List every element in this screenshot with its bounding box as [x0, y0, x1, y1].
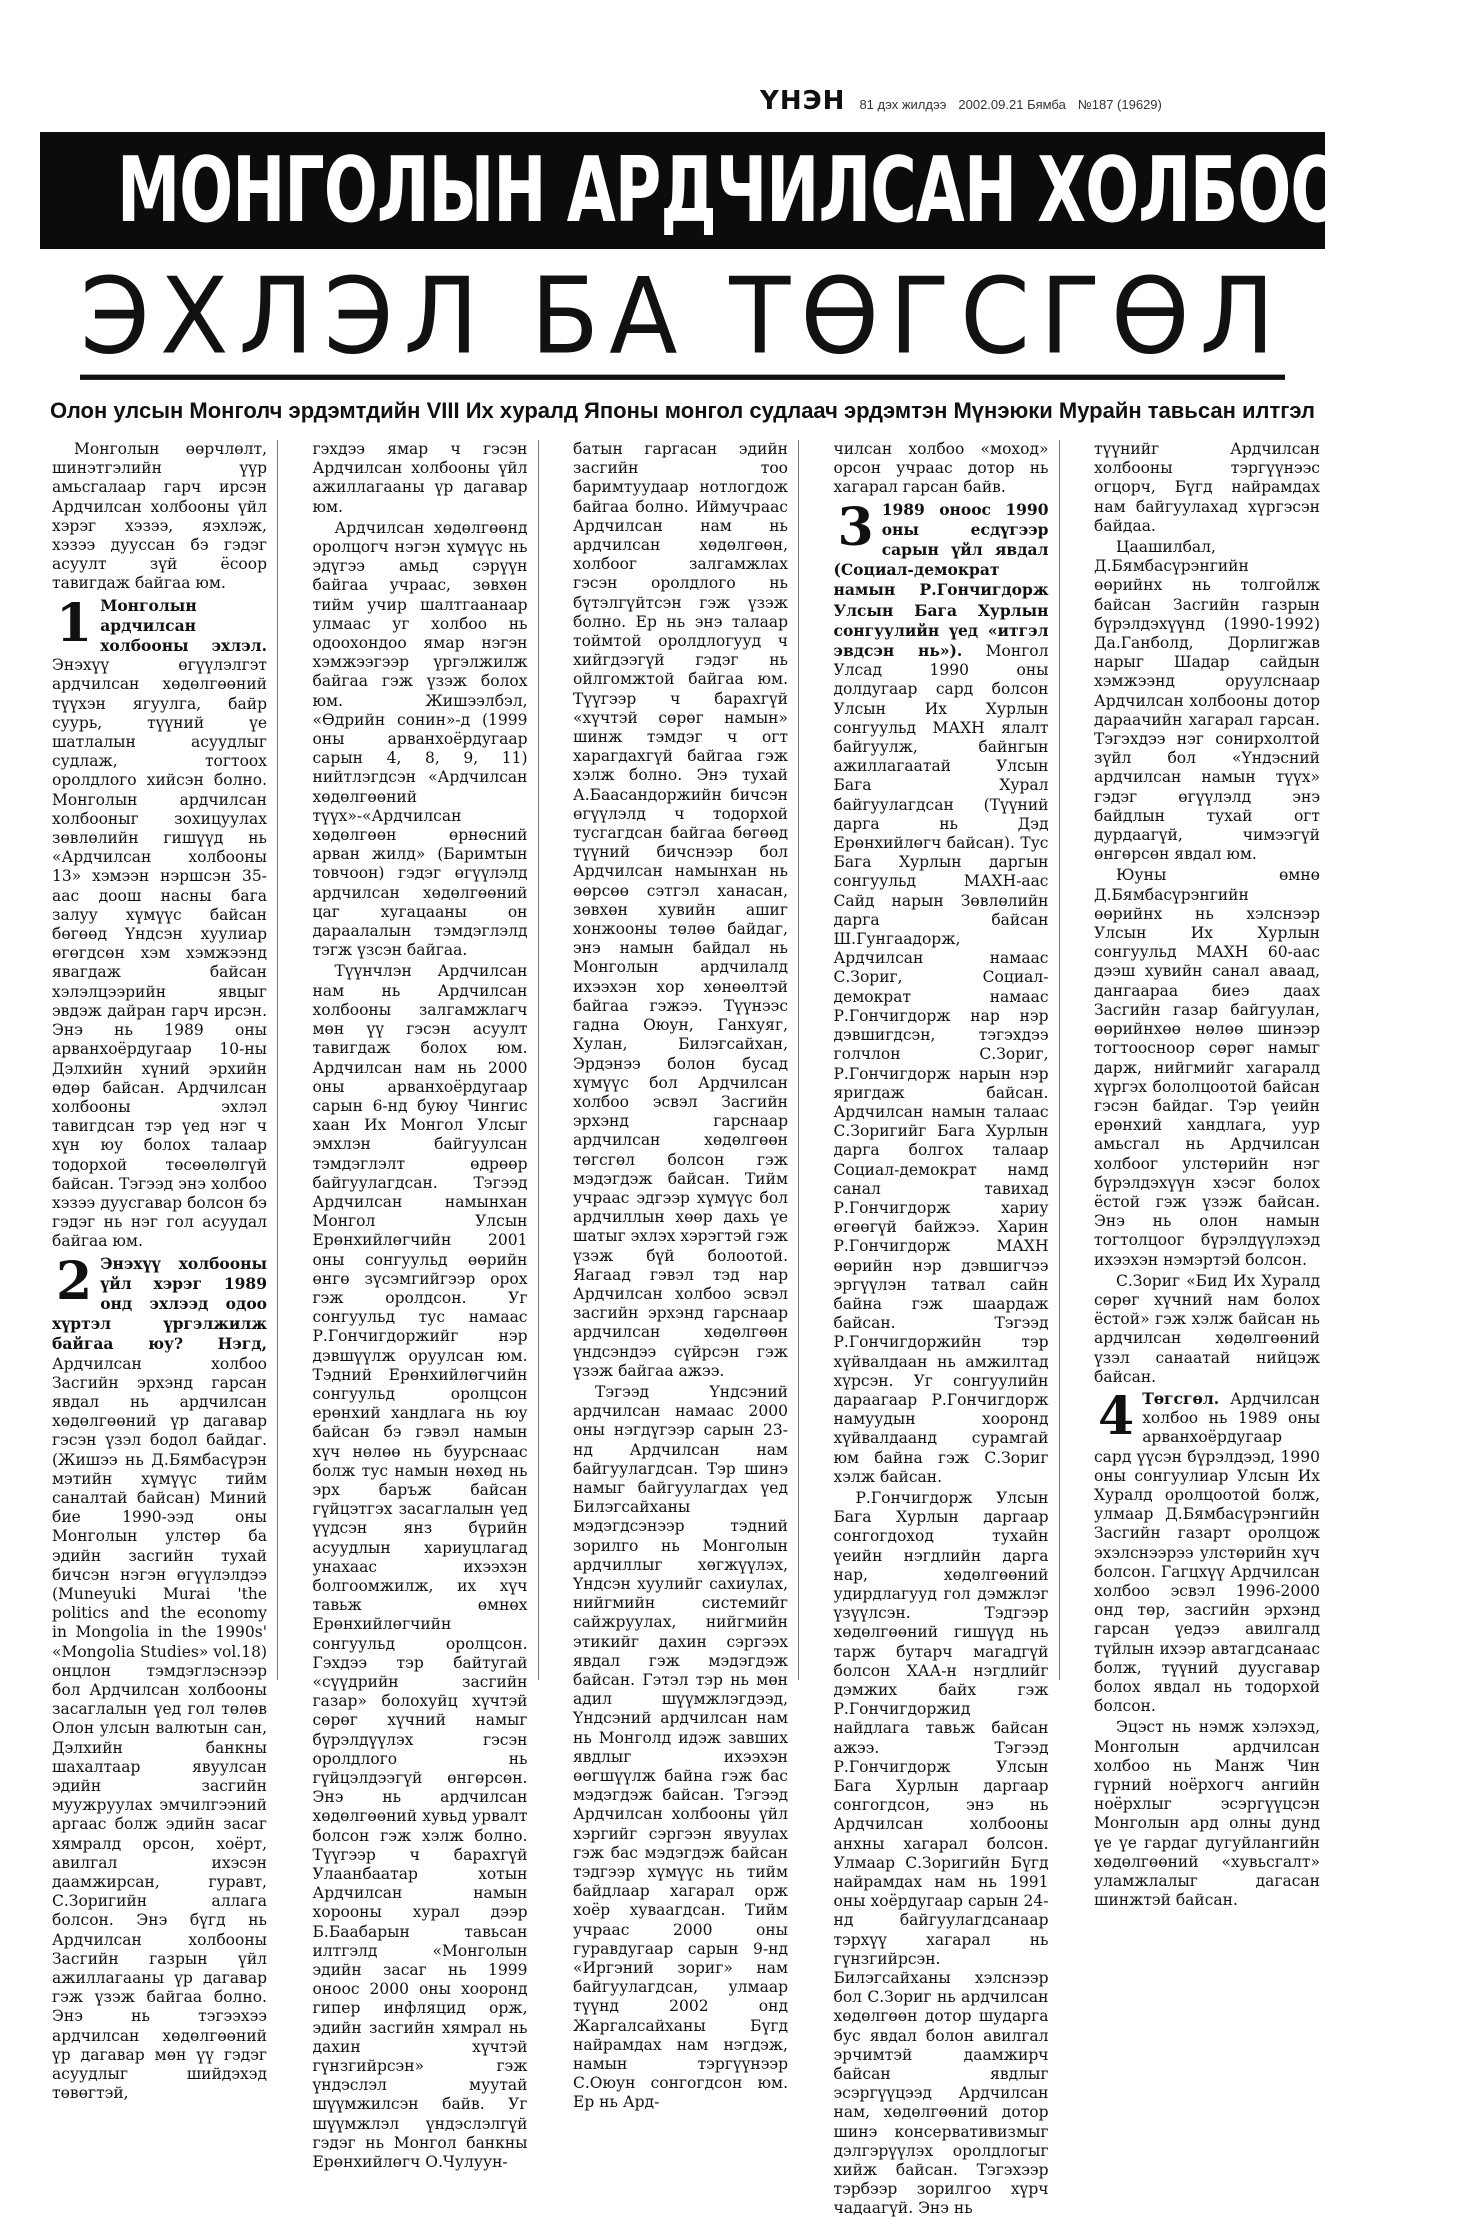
headline-subhead: ЭХЛЭЛ БА ТӨГСГӨЛ [80, 259, 1285, 380]
headline-kicker: Олон улсын Монголч эрдэмтдийн VIII Их хуралд Японы монгол судлаач эрдэмтэн Мүнэюки Мурайн тавьсан илтгэл [50, 398, 1315, 423]
section-1-text: Энэхүү өгүүлэлгэт ардчилсан хөдөлгөөний түүхэн ягуулга, байр суурь, түүний үе шатлалын асуудлыг судлаж, тогтоох оролдлого хийсэн болно. Монголын ардчилсан холбооныг зохицуулах зөвлөлийн гишүүд нь «Ардчилсан холбооны 13» хэмээн нэршсэн 35-аас доош насны бага залуу хүмүүс байсан бөгөөд Үндсэн хуулиар өгөгдсөн хэм хэмжээнд явагдаж байсан хэлэлцээрийн явцыг эвдэж дайран гарч ирсэн. Энэ нь 1989 оны арванхоёрдугаар 10-ны Дэлхийн хүний эрхийн өдөр байсан. Ардчилсан холбооны эхлэл тавигдсан тэр үед нэг ч хүн юу болох талаар тодорхой төсөөлөлгүй байсан. Тэгээд энэ холбоо хэзээ дуусгавар болсон бэ гэдэг нь нэг гол асуудал байгаа юм. [52, 656, 267, 1251]
article-column-3 [573, 440, 799, 2112]
paragraph: Юуны өмнө Д.Бямбасүрэнгийн өөрийнх нь хэлснээр Улсын Их Хурлын сонгуульд МАХН 60-аас дээш хувийн санал аваад, дангаараа биеэ даах Засгийн газар байгуулан, өөрийнхөө нөлөө шинээр тогтоосноор сөрөг намыг дарж, нийгмийг хагаралд хүргэх бололцоотой байсан гэсэн байдаг. Тэр үеийн ерөнхий хандлага, уур амьсгал нь Ардчилсан холбоог улстөрийн нэг бүрэлдэхүүн хэсэг болох ёстой гэж үзэж байсан. Энэ нь олон намын тогтолцоог бүрэлдүүлэхэд ихээхэн нэмэртэй болсон. [1094, 866, 1320, 1269]
section-1-number: 1 [56, 592, 93, 654]
article-column-1 [52, 440, 278, 2103]
publication-year: 81 дэх жилдээ [859, 97, 947, 112]
issue-date: 2002.09.21 Бямба [958, 97, 1066, 112]
article-columns [52, 440, 1320, 2218]
headline-subhead-wrap [40, 254, 1325, 378]
section-2-title: Энэхүү холбооны үйл хэрэг 1989 онд эхлээд одоо хүртэл үргэлжилж байгаа юу? Нэгд, [52, 1253, 267, 1354]
article-column-2 [312, 440, 539, 2172]
paragraph: гэхдээ ямар ч гэсэн Ардчилсан холбооны үйл ажиллагааны үр дагавар юм. [312, 440, 528, 516]
paragraph: Р.Гончигдорж Улсын Бага Хурлын даргаар сонгогдоход тухайн үеийн нэгдлийн дарга нар, хөдөлгөөний удирдлагууд гол дэмжлэг үзүүлсэн. Тэдгээр хөдөлгөөний гишүүд нь тарж бутарч магадгүй болсон ХАА-н нэгдлийг дэмжих байх гэж Р.Гончигдоржид найдлага тавьж байсан ажээ. Тэгээд Р.Гончигдорж Улсын Бага Хурлын даргаар сонгогдсон, энэ нь Ардчилсан холбооны анхны хагарал болсон. Улмаар С.Зоригийн Бүгд найрамдах нам нь 1991 оны хоёрдугаар сарын 24-нд байгуулагдсанаар тэрхүү хагарал нь гүнзгийрсэн. Билэгсайханы хэлснээр бол С.Зориг нь ардчилсан хөдөлгөөн дотор шударга бус явдал болон авилгал эрчимтэй даамжирч байсан явдлыг эсэргүүцээд Ардчилсан нам, хөдөлгөөний дотор шинэ консервативизмыг дэлгэрүүлэх оролдлогыг хийж байсан. Тэгэхээр тэрбээр зорилгоо хүрч чадаагүй. Энэ нь [833, 1488, 1049, 2218]
section-3-title: 1989 оноос 1990 оны есдүгээр сарын үйл явдал (Социал-демократ намын Р.Гончигдорж Улсын Бага Хурлын сонгуулийн үед «итгэл эвдсэн нь»). [833, 499, 1049, 661]
issue-info [859, 97, 1161, 112]
section-4-number: 4 [1098, 1385, 1135, 1447]
masthead [760, 86, 1162, 116]
paragraph: Тэгээд Үндсэний ардчилсан намаас 2000 оны нэгдүгээр сарын 23-нд Ардчилсан нам байгуулагдсан. Тэр шинэ намыг байгуулагдах үед Билэгсайханы мэдэгдсэнээр тэдний зорилго нь Монголын ардчиллыг хөгжүүлэх, Үндсэн хуулийг сахиулах, нийгмийн системийг сайжруулах, нийгмийн этикийг дахин сэргээх явдал гэж мэдэгдэж байсан. Гэтэл тэр нь мөн адил шүүмжлэгдээд, Үндсэний ардчилсан нам нь Монголд идэж завших явдлыг ихээхэн өөгшүүлж байна гэж бас мэдэгдэж байсан. Тэгээд Ардчилсан холбооны үйл хэргийг сэргээн явуулах гэж бас мэдэгдэж байсан тэдгээр хүмүүс нь тийм байдлаар хагарал орж хоёр хуваагдсан. Тийм учраас 2000 оны гуравдугаар сарын 9-нд «Иргэний зориг» нам байгуулагдсан, улмаар түүнд 2002 онд Жаргалсайханы Бүгд найрамдах нам нэгдэж, намын тэргүүнээр С.Оюун сонгогдсон юм. Ер нь Ард- [573, 1382, 788, 2112]
section-2-number: 2 [56, 1250, 93, 1312]
paragraph: Цаашилбал, Д.Бямбасүрэнгийн өөрийнх нь толгойлж байсан Засгийн газрын бүрэлдэхүүнд (1990-1992) Да.Ганболд, Дорлигжав нарыг Шадар сайдын хэмжээнд оруулснаар Ардчилсан холбооны дотор дараачийн хагарал гарсан. Тэгэхдээ нэг сонирхолтой зүйл бол «Үндэсний ардчилсан намын түүх» гэдэг өгүүлэлд энэ байдлын тухай огт дурдаагүй, чимээгүй өнгөрсөн явдал юм. [1094, 538, 1320, 864]
headline-banner-text: МОНГОЛЫН АРДЧИЛСАН ХОЛБООНЫ [117, 137, 1460, 243]
paragraph: батын гаргасан эдийн засгийн тоо баримтуудаар нотлогдож байгаа болно. Иймучраас Ардчилсан нам нь ардчилсан хөдөлгөөн, холбоог залгамжлах гэсэн оролдлого нь бүтэлгүйтсэн гэж үзэж болно. Ер нь энэ талаар тоймтой оролдлогууд ч хийгдээгүй гэдэг нь ойлгомжтой байгаа юм. Түүгээр ч барахгүй «хүчтэй сөрөг намын» шинж тэмдэг ч огт харагдахгүй байгаа гэж хэлж болно. Энэ тухай А.Баасандоржийн бичсэн өгүүлэлд ч тодорхой тусгагдсан байгаа бөгөөд түүний бичснээр бол Ардчилсан намынхан нь өөрсөө сэтгэл ханасан, зөвхөн хувийн ашиг хонжооны төлөө байдаг, энэ намын байдал нь Монголын ардчилалд ихээхэн хор хөнөөлтэй байгаа гэжээ. Түүнээс гадна Оюун, Ганхуяг, Хулан, Билэгсайхан, Эрдэнээ болон бусад хүмүүс бол Ардчилсан холбоо эсвэл Засгийн эрхэнд гарснаар ардчилсан хөдөлгөөн төгсгөл болсон гэж мэдэгдэж байсан. Тийм учраас эдгээр хүмүүс бол ардчиллын хөөр дахь үе шатыг эхлэх хэрэгтэй гэж үзэж бүй болоотой. Яагаад гэвэл тэд нар Ардчилсан холбоо эсвэл засгийн эрхэнд гарснаар ардчилсан хөдөлгөөн үндсэндээ сүйрсэн гэж үзэж байгаа ажээ. [573, 440, 788, 1380]
section-3-number: 3 [837, 496, 874, 558]
section-2-text: Ардчилсан холбоо Засгийн эрхэнд гарсан явдал нь ардчилсан хөдөлгөөний үр дагавар гэсэн үзэл бодол байдаг. (Жишээ нь Д.Бямбасүрэн мэтийн хүмүүс тийм саналтай байсан) Миний бие 1990-ээд оны Монголын улстөр ба эдийн засгийн тухай бичсэн нэгэн өгүүлэлдээ (Muneyuki Murai 'the politics and the economy in Mongolia in the 1990s' «Mongolia Studies» vol.18) онцлон тэмдэглэснээр бол Ардчилсан холбооны засаглалын үед гол төлөв Олон улсын валютын сан, Дэлхийн банкны шахалтаар явуулсан эдийн засгийн муужруулах эмчилгээний аргааc болж эдийн засаг хямралд орсон, хоёрт, авилгал ихэсэн даамжирсан, гуравт, С.Зоригийн аллага болсон. Энэ бүгд нь Ардчилсан холбооны Засгийн газрын үйл ажиллагааны үр дагавар гэж үзэж байгаа болно. Энэ нь тэгээхээ ардчилсан хөдөлгөөний үр дагавар мөн үү гэдэг асуудлыг шийдэхэд төвөгтэй, [52, 1354, 267, 2103]
headline-banner [40, 132, 1460, 249]
paragraph: чилсан холбоо «моход» орсон учраас дотор нь хагарал гарсан байв. [833, 440, 1049, 497]
paragraph: С.Зориг «Бид Их Хуралд сөрөг хүчний нам болох ёстой» гэж хэлж байсан нь ардчилсан хөдөлгөөний үзэл санаатай нийцэж байсан. [1094, 1271, 1320, 1386]
issue-number: №187 (19629) [1077, 97, 1162, 112]
section-4-text: Ардчилсан холбоо нь 1989 оны арванхоёрдугаар сард үүсэн бүрэлдээд, 1990 оны сонгуулиар Улсын Их Хуралд оролцоотой болж, улмаар Д.Бямбасүрэнгийн Засгийн газарт оролцож эхэлснээрээ улстөрийн хүч болсон. Гагцхүү Ардчилсан холбоо эсвэл 1996-2000 онд төр, засгийн эрхэнд гарсан үедээ авилгалд түйлын ихээр автагдсанаас болж, түүний дуусгавар болох явдал нь тодорхой болсон. [1094, 1389, 1320, 1716]
paragraph: Эцэст нь нэмж хэлэхэд, Монголын ардчилсан холбоо нь Манж Чин гүрний ноёрхогч ангийн ноёрхлыг эсэргүүцсэн Монголын ард олны дунд үе үе гардаг дугуйлангийн хөдөлгөөний «хувьсгалт» уламжлалыг дагасан шинжтэй байсан. [1094, 1718, 1320, 1910]
section-4-title: Төгсгөл. [1142, 1388, 1220, 1408]
paragraph: Түүнчлэн Ардчилсан нам нь Ардчилсан холбооны залгамжлагч мөн үү гэсэн асуулт тавигдаж болох юм. Ардчилсан нам нь 2000 оны арванхоёрдугаар сарын 6-нд буюу Чингис хаан Их Монгол Улсыг эмхлэн байгуулсан тэмдэглэлт өдрөөр байгуулагдсан. Тэгээд Ардчилсан намынхан Монгол Улсын Ерөнхийлөгчийн 2001 оны сонгуульд өөрийн өнгө зүсэмгийгээр орох гэж оролдсон. Уг сонгуульд тус намаас Р.Гончигдоржийг нэр дэвшүүлж оруулсан юм. Тэдний Ерөнхийлөгчийн сонгуульд оролцсон ерөнхий хандлага нь юу байсан бэ гэвэл намын хүч нөлөө нь буурснаас болж тус намын нөхөд нь эрх баръж байсан гүйцэтгэх засаглалын үед үүдсэн янз бүрийн асуудлын хариуцлагад унахаас ихээхэн болгоомжилж, их хүч тавьж өмнөх Ерөнхийлөгчийн сонгуульд оролцсон. Гэхдээ тэр байтугай «сүүдрийн засгийн газар» болохуйц хүчтэй сөрөг хүчний намыг бүрэлдүүлэх гэсэн оролдлого нь гүйцэлдээгүй өнгөрсөн. Энэ нь ардчилсан хөдөлгөөний хувьд урвалт болсон гэж хэлж болно. Түүгээр ч барахгүй Улаанбаатар хотын Ардчилсан намын хорооны хурал дээр Б.Баабарын тавьсан илтгэлд «Монголын эдийн засаг нь 1999 оноос 2000 оны хооронд гипер инфляцид орж, эдийн засгийн хямрал нь дахин хүчтэй гүнзгийрсэн» гэж үндэслэл муутай шүүмжилсэн байв. Уг шүүмжлэл үндэслэлгүй гэдэг нь Монгол банкны Ерөнхийлөгч О.Чулуун- [312, 962, 528, 2172]
section-3-text: Монгол Улсад 1990 оны долдугаар сард болсон Улсын Их Хурлын сонгуульд МАХН ялалт байгуулж, байнгын ажиллагаатай Улсын Бага Хурал байгуулагдсан (Түүний дарга нь Дэд Ерөнхийлөгч байсан). Тус Бага Хурлын даргын сонгуульд МАХН-аас Сайд нарын Зөвлөлийн дарга байсан Ш.Гунгаадорж, Ардчилсан намаас С.Зориг, Социал-демократ намаас Р.Гончигдорж нар нэр дэвшигдсэн, тэгэхдээ голчлон С.Зориг, Р.Гончигдорж нарын нэр яригдаж байсан. Ардчилсан намын талаас С.Зоригийг Бага Хурлын дарга болгох талаар Социал-демократ намд санал тавихад Р.Гончигдорж хариу өгөөгүй байжээ. Харин Р.Гончигдорж МАХН өөрийн нэр дэвшигчээ эргүүлэн татвал сайн байна гэж шаардаж байсан. Тэгээд Р.Гончигдоржийн тэр хүйвалдаан нь амжилтад хүрсэн. Уг сонгуулийн дараагаар Р.Гончигдорж намуудын хооронд хүйвалдаанд сурамгай юм байна гэж С.Зориг хэлж байсан. [833, 642, 1049, 1486]
section-3 [833, 496, 1049, 1487]
paragraph: түүнийг Ардчилсан холбооны тэргүүнээс огцорч, Бүгд найрамдах нам байгуулахад хүргэсэн байдаа. [1094, 440, 1320, 535]
paragraph: Ардчилсан хөдөлгөөнд оролцогч нэгэн хүмүүс нь эдүгээ амьд сэрүүн байгаа учраас, зөвхөн тийм учир шалтгаанаар улмаас уг холбоо нь одоохондоо ямар нэгэн хэмжээгээр үргэлжилж байгаа гэж үзэж болох юм. Жишээлбэл, «Өдрийн сонин»-д (1999 оны арванхоёрдугаар сарын 4, 8, 9, 11) нийтлэгдсэн «Ардчилсан хөдөлгөөний түүх»-«Ардчилсан хөдөлгөөн өрнөсний арван жилд» (Баримтын товчоон) гэдэг өгүүлэлд ардчилсан хөдөлгөөний цаг хугацааны он дараалалын тэмдэглэлд тэгж үзсэн байгаа. [312, 518, 528, 960]
section-1 [52, 592, 267, 1252]
section-4 [1094, 1385, 1320, 1716]
section-2 [52, 1250, 267, 2104]
article-column-5 [1094, 440, 1320, 1910]
section-1-title: Монголын ардчилсан холбооны эхлэл. [100, 595, 267, 656]
intro-paragraph: Монголын өөрчлөлт, шинэтгэлийн үүр амьсгалаар гарч ирсэн Ардчилсан холбооны үйл хэрэг хэзээ, яэхлэж, хэзээ дууссан бэ гэдэг асуулт зүй ёсоор тавигдаж байгаа юм. [52, 440, 267, 593]
paper-name: ҮНЭН [760, 86, 846, 116]
article-column-4 [833, 440, 1060, 2218]
